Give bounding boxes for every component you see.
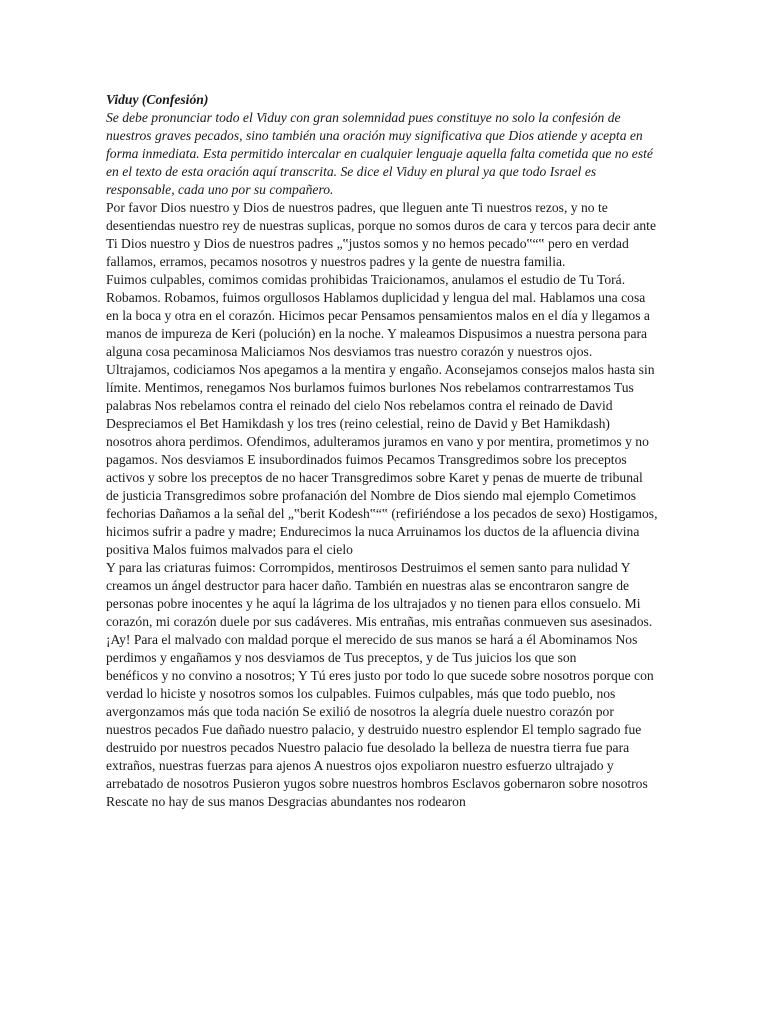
paragraph-4: Despreciamos el Bet Hamikdash y los tres (reino celestial, reino de David y Bet Hamikdash) nosotros ahora perdimos. Ofendimos, adulteramos juramos en vano y por mentira, prometimos y no pagamos. Nos desviamos E insubordinados fuimos Pecamos Transgredimos sobre los preceptos activos y sobre los preceptos de no hacer Transgredimos sobre Karet y penas de muerte de tribunal de justicia Transgredimos sobre profanación del Nombre de Dios siendo mal ejemplo Cometimos fechorias Dañamos a la señal del „‟berit Kodesh‟“‟ (refiriéndose a los pecados de sexo) Hostigamos, hicimos sufrir a padre y madre; Endurecimos la nuca Arruinamos los ductos de la afluencia divina positiva Malos fuimos malvados para el cielo: [106, 416, 658, 557]
paragraph-6: ¡Ay! Para el malvado con maldad porque el merecido de sus manos se hará a él Abominamos Nos perdimos y engañamos y nos desviamos de Tus preceptos, y de Tus juicios los que son: [106, 632, 638, 665]
paragraph-7: benéficos y no convino a nosotros; Y Tú eres justo por todo lo que sucede sobre nosotros porque con verdad lo hiciste y nosotros somos los culpables. Fuimos culpables, más que todo pueblo, nos avergonzamos más que toda nación Se exilió de nosotros la alegría duele nuestro corazón por nuestros pecados Fue dañado nuestro palacio, y destruido nuestro esplendor El templo sagrado fue destruido por nuestros pecados Nuestro palacio fue desolado la belleza de nuestra tierra fue para extraños, nuestras fuerzas para ajenos A nuestros ojos expoliaron nuestro esfuerzo ultrajado y arrebatado de nosotros Pusieron yugos sobre nuestros hombros Esclavos gobernaron sobre nosotros Rescate no hay de sus manos Desgracias abundantes nos rodearon: [106, 668, 654, 809]
intro-paragraph: Se debe pronunciar todo el Viduy con gran solemnidad pues constituye no solo la confesión de nuestros graves pecados, sino también una oración muy significativa que Dios atiende y acepta en forma inmediata. Esta permitido intercalar en cualquier lenguaje aquella falta cometida que no esté en el texto de esta oración aquí transcrita. Se dice el Viduy en plural ya que todo Israel es responsable, cada uno por su compañero.: [106, 110, 653, 197]
document-title: Viduy (Confesión): [106, 92, 209, 107]
document-page: [106, 91, 658, 811]
paragraph-5: Y para las criaturas fuimos: Corrompidos, mentirosos Destruimos el semen santo para nulidad Y creamos un ángel destructor para hacer daño. También en nuestras alas se encontraron sangre de personas pobre inocentes y he aquí la lágrima de los ultrajados y no tienen para ellos consuelo. Mi corazón, mi corazón duele por sus cadáveres. Mis entrañas, mis entrañas conmueven sus asesinados.: [106, 560, 653, 629]
paragraph-3: Robamos. Robamos, fuimos orgullosos Hablamos duplicidad y lengua del mal. Hablamos una cosa en la boca y otra en el corazón. Hicimos pecar Pensamos pensamientos malos en el día y llegamos a manos de impureza de Keri (polución) en la noche. Y maleamos Dispusimos a nuestra persona para alguna cosa pecaminosa Maliciamos Nos desviamos tras nuestro corazón y nuestros ojos. Ultrajamos, codiciamos Nos apegamos a la mentira y engaño. Aconsejamos consejos malos hasta sin límite. Mentimos, renegamos Nos burlamos fuimos burlones Nos rebelamos contrarrestamos Tus palabras Nos rebelamos contra el reinado del cielo Nos rebelamos contra el reinado de David: [106, 290, 655, 413]
paragraph-1: Por favor Dios nuestro y Dios de nuestros padres, que lleguen ante Ti nuestros rezos, y no te desentiendas nuestro rey de nuestras suplicas, porque no somos duros de cara y tercos para decir ante Ti Dios nuestro y Dios de nuestros padres „‟justos somos y no hemos pecado‟“‟ pero en verdad fallamos, erramos, pecamos nosotros y nuestros padres y la gente de nuestra familia.: [106, 200, 656, 269]
paragraph-2: Fuimos culpables, comimos comidas prohibidas Traicionamos, anulamos el estudio de Tu Torá.: [106, 272, 626, 287]
